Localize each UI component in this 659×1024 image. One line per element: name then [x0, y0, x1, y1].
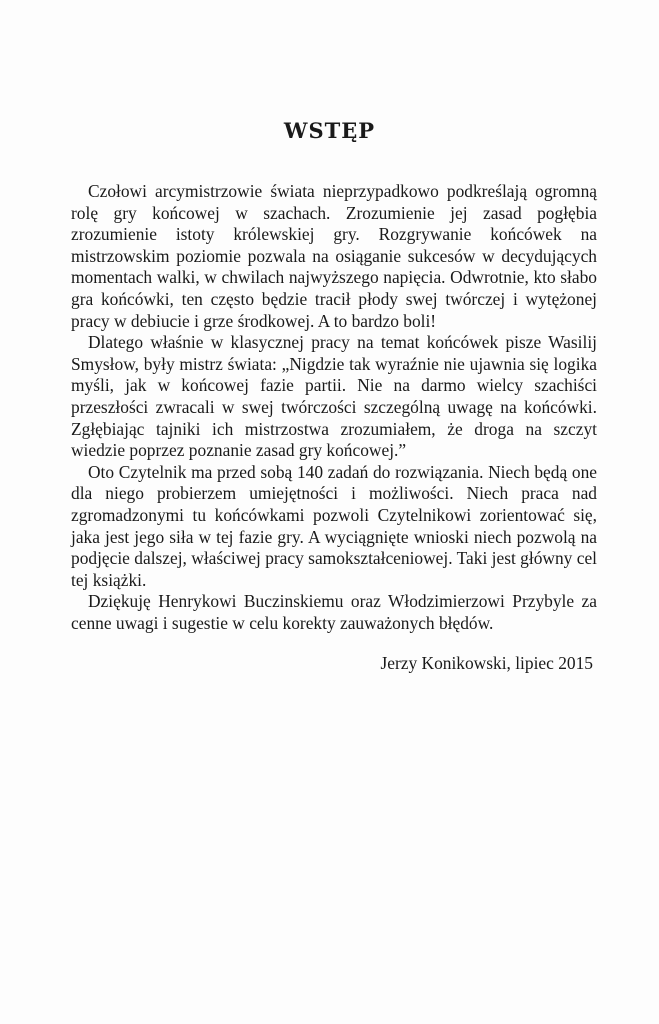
paragraph: Dlatego właśnie w klasycznej pracy na temat końcówek pisze Wasilij Smysłow, były mistrz świata: „Nigdzie tak wyraźnie nie ujawnia się logika myśli, jak w końcowej fazie partii. Nie na darmo wielcy szachiści przeszłości zwracali w swej twórczości szczególną uwagę na końcówki. Zgłębiając tajniki ich mistrzostwa zrozumiałem, że droga na szczyt wiedzie poprzez poznanie zasad gry końcowej.”: [71, 332, 597, 461]
paragraph: Oto Czytelnik ma przed sobą 140 zadań do rozwiązania. Niech będą one dla niego probierzem umiejętności i możliwości. Niech praca nad zgromadzonymi tu końcówkami pozwoli Czytelnikowi zorientować się, jaka jest jego siła w tej fazie gry. A wyciągnięte wnioski niech pozwolą na podjęcie dalszej, właściwej pracy samokształceniowej. Taki jest główny cel tej książki.: [71, 461, 597, 590]
page-title: WSTĘP: [283, 118, 376, 143]
paragraph: Dziękuję Henrykowi Buczinskiemu oraz Włodzimierzowi Przybyle za cenne uwagi i sugestie w celu korekty zauważonych błędów.: [71, 591, 597, 633]
preface-body: [71, 181, 597, 634]
paragraph: Czołowi arcymistrzowie świata nieprzypadkowo podkreślają ogromną rolę gry końcowej w szachach. Zrozumienie jej zasad pogłębia zrozumienie istoty królewskiej gry. Rozgrywanie końcówek na mistrzowskim poziomie pozwala na osiąganie sukcesów w decydujących momentach walki, w chwilach najwyższego napięcia. Odwrotnie, kto słabo gra końcówki, ten często będzie tracił płody swej twórczej i wytężonej pracy w debiucie i grze środkowej. A to bardzo boli!: [71, 181, 597, 331]
author-signature: Jerzy Konikowski, lipiec 2015: [380, 653, 593, 673]
